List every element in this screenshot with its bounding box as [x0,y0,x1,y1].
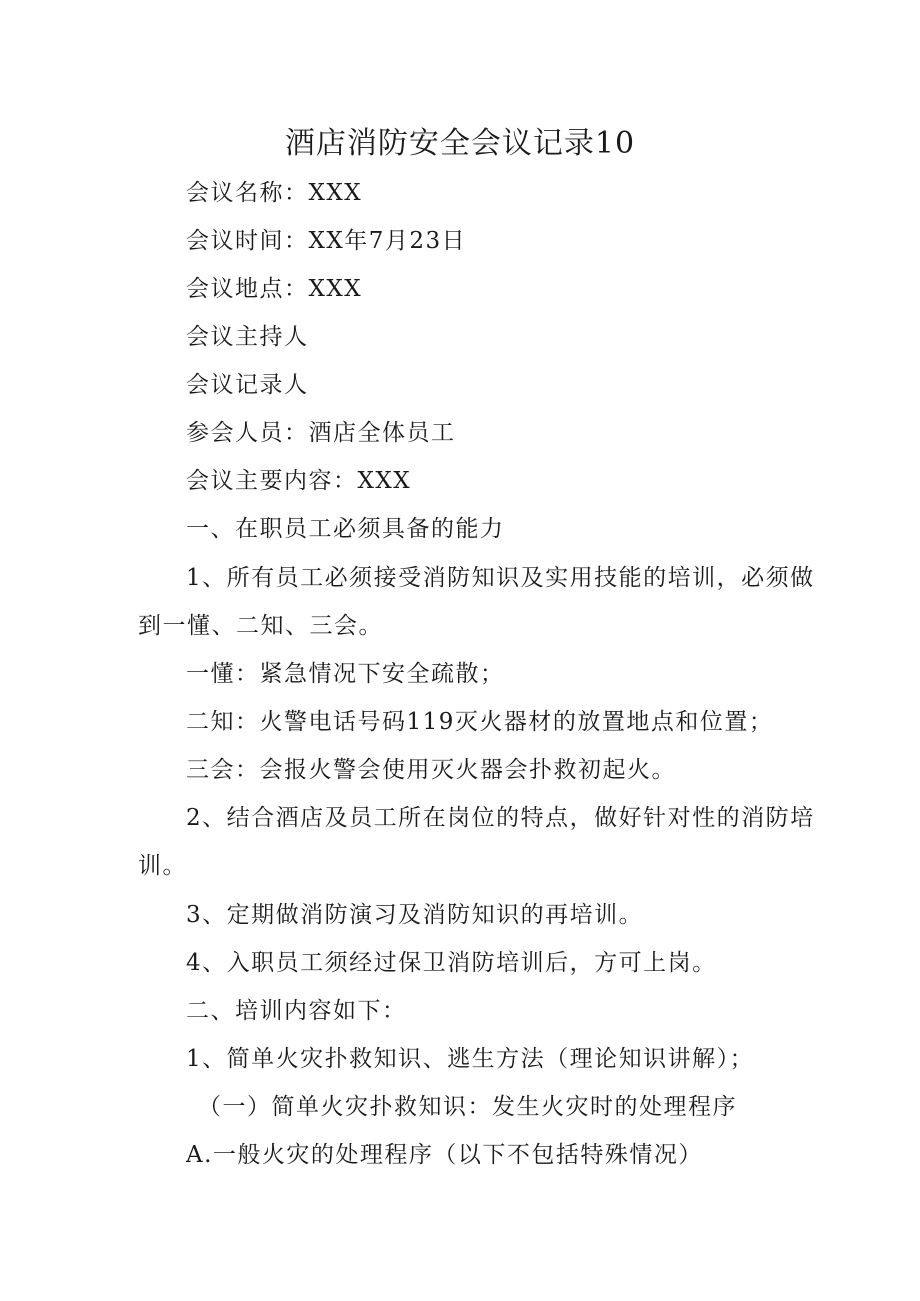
subsection-heading: （一）简单火灾扑救知识：发生火灾时的处理程序 [198,1094,737,1120]
paragraph-line: 1、所有员工必须接受消防知识及实用技能的培训，必须做 [186,565,815,591]
document-title: 酒店消防安全会议记录10 [284,126,636,161]
section-heading-1: 一、在职员工必须具备的能力 [186,516,505,542]
paragraph-line: 一懂：紧急情况下安全疏散； [186,661,505,687]
meeting-name-line: 会议名称：XXX [186,180,363,206]
paragraph-line: A.一般火灾的处理程序（以下不包括特殊情况） [186,1142,703,1168]
section-heading-2: 二、培训内容如下： [186,998,407,1024]
meeting-time-line: 会议时间：XX年7月23日 [186,228,467,254]
attendees-line: 参会人员：酒店全体员工 [186,420,456,446]
paragraph-line: 三会：会报火警会使用灭火器会扑救初起火。 [186,757,676,783]
meeting-host-line: 会议主持人 [186,324,309,350]
meeting-recorder-line: 会议记录人 [186,372,309,398]
paragraph-line: 2、结合酒店及员工所在岗位的特点，做好针对性的消防培 [186,805,815,831]
paragraph-line: 1、简单火灾扑救知识、逃生方法（理论知识讲解）； [186,1046,755,1072]
paragraph-line: 到一懂、二知、三会。 [138,613,383,639]
paragraph-line: 4、入职员工须经过保卫消防培训后，方可上岗。 [186,950,717,976]
paragraph-line: 二知：火警电话号码119灭火器材的放置地点和位置； [186,709,774,735]
meeting-location-line: 会议地点：XXX [186,276,363,302]
main-content-line: 会议主要内容：XXX [186,468,412,494]
paragraph-line: 3、定期做消防演习及消防知识的再培训。 [186,902,644,928]
paragraph-line: 训。 [138,853,187,879]
